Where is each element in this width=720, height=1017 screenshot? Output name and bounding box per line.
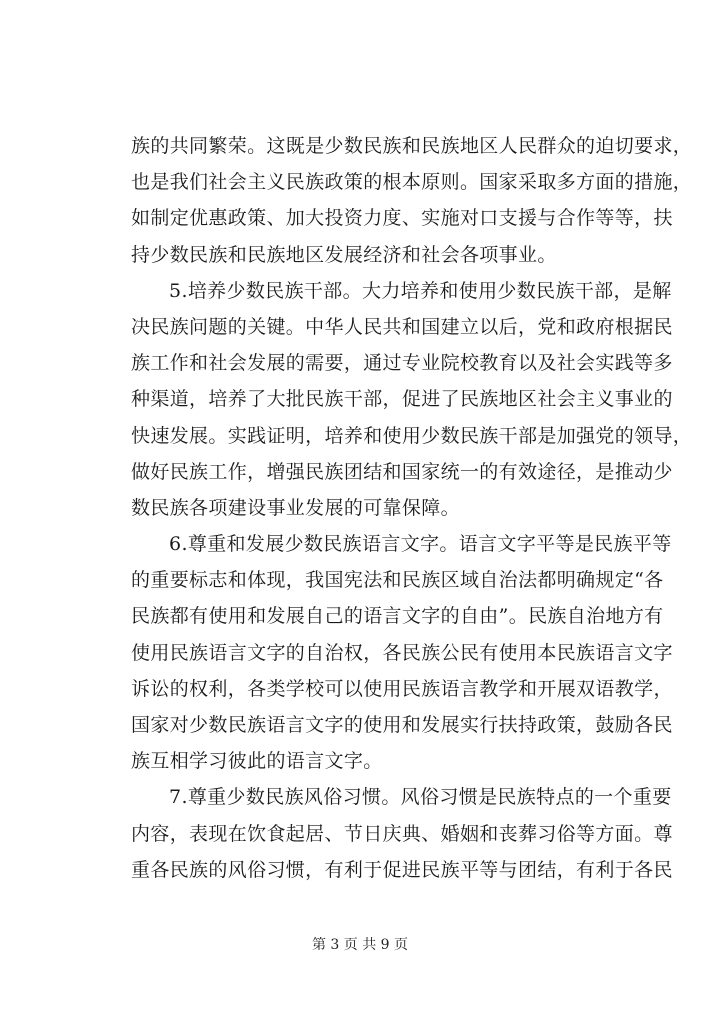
- text-line: 的重要标志和体现，我国宪法和民族区域自治法都明确规定“各: [131, 569, 664, 592]
- text-line: 做好民族工作，增强民族团结和国家统一的有效途径，是推动少: [131, 460, 673, 483]
- text-line: 如制定优惠政策、加大投资力度、实施对口支援与合作等等，扶: [131, 207, 673, 230]
- text-line: 决民族问题的关键。中华人民共和国建立以后，党和政府根据民: [131, 315, 673, 338]
- text-line: 民族都有使用和发展自己的语言文字的自由”。民族自治地方有: [131, 605, 664, 628]
- paragraph: [131, 526, 673, 779]
- text-line: 快速发展。实践证明，培养和使用少数民族干部是加强党的领导，: [131, 424, 693, 447]
- text-line: 也是我们社会主义民族政策的根本原则。国家采取多方面的措施，: [131, 171, 693, 194]
- text-line: 内容，表现在饮食起居、节日庆典、婚姻和丧葬习俗等方面。尊: [131, 822, 673, 845]
- paragraph: [131, 779, 673, 888]
- text-line: 5.培养少数民族干部。大力培养和使用少数民族干部，是解: [169, 279, 672, 302]
- text-line: 数民族各项建设事业发展的可靠保障。: [131, 496, 460, 519]
- page-footer: 第 3 页 共 9 页: [311, 937, 409, 953]
- text-line: 族的共同繁荣。这既是少数民族和民族地区人民群众的迫切要求，: [131, 135, 693, 157]
- paragraph: [131, 273, 693, 526]
- text-line: 诉讼的权利，各类学校可以使用民族语言教学和开展双语教学，: [131, 677, 673, 700]
- text-line: 6.尊重和发展少数民族语言文字。语言文字平等是民族平等: [169, 533, 672, 556]
- paragraph: [131, 128, 693, 273]
- text-line: 族工作和社会发展的需要，通过专业院校教育以及社会实践等多: [131, 352, 673, 375]
- text-line: 重各民族的风俗习惯，有利于促进民族平等与团结，有利于各民: [131, 858, 673, 881]
- text-line: 国家对少数民族语言文字的使用和发展实行扶持政策，鼓励各民: [131, 714, 673, 736]
- text-line: 7.尊重少数民族风俗习惯。风俗习惯是民族特点的一个重要: [169, 786, 672, 809]
- text-line: 使用民族语言文字的自治权，各民族公民有使用本民族语言文字: [131, 641, 673, 664]
- text-line: 族互相学习彼此的语言文字。: [131, 750, 383, 773]
- text-line: 持少数民族和民族地区发展经济和社会各项事业。: [131, 243, 557, 266]
- body-text: [131, 128, 693, 888]
- text-line: 种渠道，培养了大批民族干部，促进了民族地区社会主义事业的: [131, 388, 673, 411]
